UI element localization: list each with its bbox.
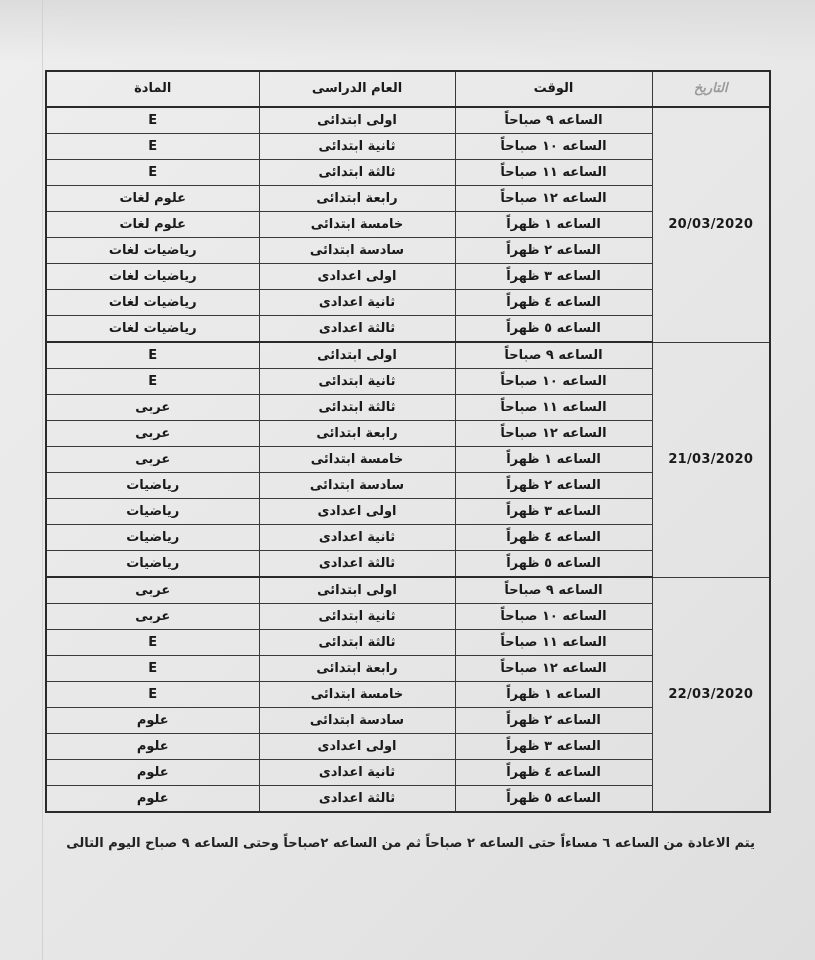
time-cell: الساعه ٣ ظهراً (455, 264, 652, 290)
header-time: الوقت (455, 71, 652, 107)
time-cell: الساعه ٥ ظهراً (455, 316, 652, 343)
grade-cell: ثالثة ابتدائى (259, 160, 455, 186)
schedule-body (46, 107, 770, 812)
grade-cell: اولى اعدادى (259, 499, 455, 525)
time-cell: الساعه ١١ صباحاً (455, 630, 652, 656)
table-row (46, 107, 770, 134)
grade-cell: ثالثة اعدادى (259, 316, 455, 343)
time-cell: الساعه ١ ظهراً (455, 682, 652, 708)
header-row (46, 71, 770, 107)
subject-cell: رياضيات (46, 525, 259, 551)
time-cell: الساعه ٩ صباحاً (455, 342, 652, 369)
time-cell: الساعه ٤ ظهراً (455, 525, 652, 551)
grade-cell: رابعة ابتدائى (259, 421, 455, 447)
subject-cell: رياضيات (46, 499, 259, 525)
grade-cell: رابعة ابتدائى (259, 186, 455, 212)
grade-cell: سادسة ابتدائى (259, 238, 455, 264)
subject-cell: E (46, 342, 259, 369)
time-cell: الساعه ١٢ صباحاً (455, 186, 652, 212)
schedule-table (45, 70, 771, 813)
subject-cell: علوم لغات (46, 212, 259, 238)
subject-cell: علوم (46, 760, 259, 786)
grade-cell: ثانية اعدادى (259, 760, 455, 786)
subject-cell: عربى (46, 395, 259, 421)
time-cell: الساعه ١ ظهراً (455, 212, 652, 238)
grade-cell: ثالثة ابتدائى (259, 630, 455, 656)
subject-cell: عربى (46, 447, 259, 473)
grade-cell: ثانية ابتدائى (259, 369, 455, 395)
subject-cell: علوم (46, 786, 259, 813)
footer-note: يتم الاعادة من الساعه ٦ مساءاً حتى الساعه ٢ صباحاً ثم من الساعه ٢صباحاً وحتى الساعه ٩ صباح اليوم التالى (66, 836, 755, 851)
grade-cell: ثالثة اعدادى (259, 786, 455, 813)
date-cell: 21/03/2020 (652, 342, 770, 577)
date-cell: 20/03/2020 (652, 107, 770, 342)
time-cell: الساعه ٩ صباحاً (455, 577, 652, 604)
grade-cell: ثانية ابتدائى (259, 134, 455, 160)
subject-cell: رياضيات لغات (46, 316, 259, 343)
time-cell: الساعه ١٠ صباحاً (455, 134, 652, 160)
time-cell: الساعه ٣ ظهراً (455, 499, 652, 525)
subject-cell: عربى (46, 577, 259, 604)
grade-cell: رابعة ابتدائى (259, 656, 455, 682)
subject-cell: E (46, 107, 259, 134)
time-cell: الساعه ١١ صباحاً (455, 395, 652, 421)
time-cell: الساعه ١٢ صباحاً (455, 656, 652, 682)
subject-cell: E (46, 630, 259, 656)
subject-cell: E (46, 160, 259, 186)
time-cell: الساعه ١ ظهراً (455, 447, 652, 473)
subject-cell: رياضيات (46, 551, 259, 578)
grade-cell: سادسة ابتدائى (259, 708, 455, 734)
grade-cell: اولى ابتدائى (259, 577, 455, 604)
subject-cell: E (46, 656, 259, 682)
grade-cell: اولى ابتدائى (259, 342, 455, 369)
time-cell: الساعه ٢ ظهراً (455, 238, 652, 264)
time-cell: الساعه ٥ ظهراً (455, 551, 652, 578)
header-subject: المادة (46, 71, 259, 107)
time-cell: الساعه ١١ صباحاً (455, 160, 652, 186)
subject-cell: رياضيات لغات (46, 238, 259, 264)
date-cell: 22/03/2020 (652, 577, 770, 812)
grade-cell: ثانية ابتدائى (259, 604, 455, 630)
time-cell: الساعه ٥ ظهراً (455, 786, 652, 813)
time-cell: الساعه ٩ صباحاً (455, 107, 652, 134)
subject-cell: E (46, 369, 259, 395)
grade-cell: ثانية اعدادى (259, 525, 455, 551)
grade-cell: اولى اعدادى (259, 734, 455, 760)
subject-cell: E (46, 682, 259, 708)
grade-cell: ثالثة ابتدائى (259, 395, 455, 421)
paper-edge-line (42, 0, 43, 960)
header-grade: العام الدراسى (259, 71, 455, 107)
grade-cell: ثالثة اعدادى (259, 551, 455, 578)
time-cell: الساعه ٣ ظهراً (455, 734, 652, 760)
time-cell: الساعه ٤ ظهراً (455, 760, 652, 786)
time-cell: الساعه ١٠ صباحاً (455, 369, 652, 395)
time-cell: الساعه ٤ ظهراً (455, 290, 652, 316)
header-date: التاريخ (652, 71, 770, 107)
grade-cell: خامسة ابتدائى (259, 682, 455, 708)
subject-cell: علوم لغات (46, 186, 259, 212)
grade-cell: اولى اعدادى (259, 264, 455, 290)
table-row (46, 342, 770, 369)
grade-cell: سادسة ابتدائى (259, 473, 455, 499)
time-cell: الساعه ١٢ صباحاً (455, 421, 652, 447)
subject-cell: عربى (46, 604, 259, 630)
time-cell: الساعه ٢ ظهراً (455, 708, 652, 734)
top-shadow (0, 0, 815, 60)
grade-cell: ثانية اعدادى (259, 290, 455, 316)
subject-cell: رياضيات (46, 473, 259, 499)
grade-cell: اولى ابتدائى (259, 107, 455, 134)
time-cell: الساعه ٢ ظهراً (455, 473, 652, 499)
subject-cell: علوم (46, 734, 259, 760)
subject-cell: عربى (46, 421, 259, 447)
subject-cell: رياضيات لغات (46, 264, 259, 290)
subject-cell: علوم (46, 708, 259, 734)
grade-cell: خامسة ابتدائى (259, 447, 455, 473)
subject-cell: رياضيات لغات (46, 290, 259, 316)
time-cell: الساعه ١٠ صباحاً (455, 604, 652, 630)
subject-cell: E (46, 134, 259, 160)
grade-cell: خامسة ابتدائى (259, 212, 455, 238)
table-row (46, 577, 770, 604)
